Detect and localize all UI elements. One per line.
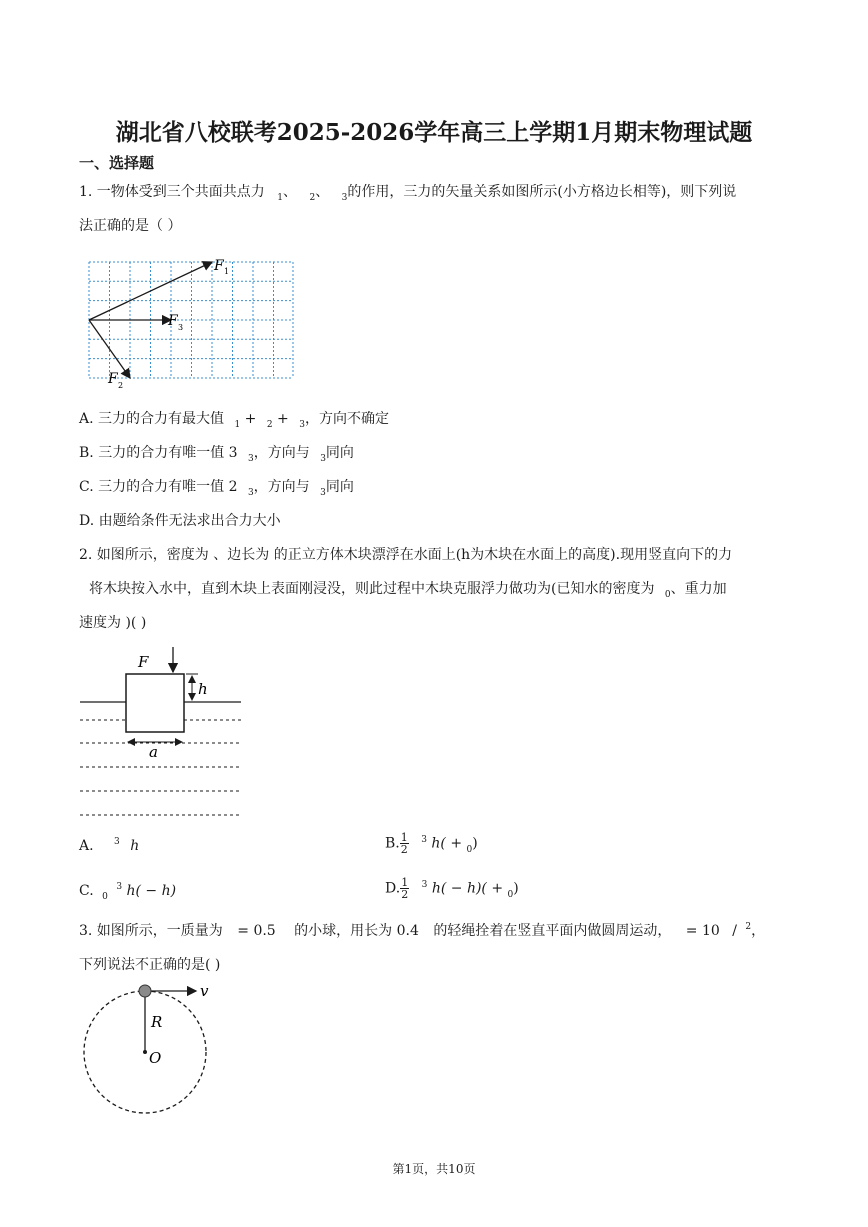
q1-opt-c-sub1: 3 bbox=[247, 488, 254, 498]
q1-opt-a-end: ，方向不确定 bbox=[304, 411, 389, 427]
q1-force-grid-figure bbox=[82, 252, 302, 394]
page-title: 湖北省八校联考2025-2026学年高三上学期1月期末物理试题 bbox=[115, 119, 753, 146]
q1-opt-b-sub2: 3 bbox=[320, 454, 326, 464]
q1-opt-a-plus1: + bbox=[244, 411, 257, 427]
f1-label-sub: 1 bbox=[224, 267, 230, 276]
q3-stem-line2: 下列说法不正确的是( ) bbox=[79, 957, 221, 973]
q2-option-a bbox=[79, 837, 139, 857]
q1-sub-3: 3 bbox=[341, 193, 348, 203]
force-f-label: F bbox=[138, 653, 149, 671]
q2-opt-d-label: D. bbox=[385, 880, 401, 897]
q2-opt-c-sub: 0 bbox=[102, 892, 108, 902]
f2-label-sub: 2 bbox=[118, 381, 124, 390]
q2-opt-c-expr: h( − h) bbox=[126, 883, 177, 899]
q1-sep-b: 、 bbox=[315, 184, 330, 200]
q1-option-b bbox=[79, 444, 354, 464]
a-label: a bbox=[149, 743, 158, 761]
q2-opt-a-label: A. bbox=[79, 838, 94, 854]
h-label: h bbox=[198, 680, 208, 698]
q3-stem-line1 bbox=[79, 922, 765, 942]
q2-opt-d-sub: 0 bbox=[507, 889, 514, 900]
q3-line1-b: = 0.5 bbox=[237, 923, 276, 939]
q2-stem-line2-text: 将木块按入水中，直到木块上表面刚浸没，则此过程中木块克服浮力做功为(已知水的密度为 bbox=[89, 581, 655, 597]
q1-opt-a-plus2: + bbox=[277, 411, 289, 427]
f2-label: F bbox=[108, 371, 118, 387]
q3-line1-e: = 10 bbox=[685, 923, 720, 939]
q2-opt-b-frac: $\frac{1}{2}$ bbox=[400, 831, 408, 856]
q3-line1-g: ， bbox=[751, 923, 766, 939]
q2-opt-b-expr: h( + bbox=[431, 835, 467, 852]
q1-opt-a-sub2: 2 bbox=[266, 420, 273, 430]
q1-option-c bbox=[79, 478, 354, 498]
q1-opt-a-sub3: 3 bbox=[299, 420, 305, 430]
q2-option-c bbox=[79, 882, 176, 902]
v-label: v bbox=[200, 982, 209, 1000]
q1-stem-line2: 法正确的是（ ） bbox=[79, 218, 182, 234]
f2-arrow bbox=[89, 320, 130, 378]
r-label: R bbox=[151, 1013, 163, 1031]
q3-line1-d: 的轻绳拴着在竖直平面内做圆周运动， bbox=[433, 923, 672, 939]
q1-sub-1: 1 bbox=[277, 193, 283, 203]
q3-line1-c: 的小球，用长为 0.4 bbox=[294, 923, 419, 939]
q2-opt-b-sup: 3 bbox=[421, 834, 427, 845]
q2-opt-c-sup: 3 bbox=[116, 882, 123, 892]
o-label: O bbox=[149, 1049, 162, 1067]
q2-option-d bbox=[385, 877, 519, 900]
q1-opt-c-sub2: 3 bbox=[320, 488, 326, 498]
q2-option-b bbox=[385, 832, 478, 855]
q1-opt-b-end: 同向 bbox=[325, 445, 354, 461]
q1-opt-c-mid: ，方向与 bbox=[253, 479, 310, 495]
ball bbox=[139, 985, 151, 997]
section-heading: 一、选择题 bbox=[79, 154, 155, 172]
q1-stem-start: 1. 一物体受到三个共面共点力 bbox=[79, 184, 265, 200]
q2-opt-b-close: ) bbox=[472, 835, 478, 852]
q2-opt-d-expr: h( − h)( + bbox=[431, 880, 508, 897]
q2-opt-d-sup: 3 bbox=[421, 879, 428, 890]
q1-sep-a: 、 bbox=[283, 184, 297, 200]
q2-floating-block-figure bbox=[78, 644, 246, 822]
q3-sup2: 2 bbox=[745, 922, 752, 932]
q2-opt-c-label: C. bbox=[79, 883, 94, 899]
q1-option-d: D. 由题给条件无法求出合力大小 bbox=[79, 513, 281, 529]
q1-opt-c-end: 同向 bbox=[325, 479, 354, 495]
q1-opt-b-mid: ，方向与 bbox=[253, 445, 310, 461]
q1-option-a bbox=[79, 410, 389, 430]
f3-label: F bbox=[168, 313, 178, 329]
q2-stem-line1: 2. 如图所示，密度为 、边长为 的正立方体木块漂浮在水面上(h为木块在水面上的高度).现用竖直向下的力 bbox=[79, 547, 733, 563]
q2-rho0-sub: 0 bbox=[664, 590, 671, 600]
f1-label: F bbox=[214, 258, 224, 274]
q1-opt-b-sub1: 3 bbox=[248, 454, 254, 464]
q2-opt-b-label: B. bbox=[385, 835, 400, 852]
q1-opt-a-pre: A. 三力的合力有最大值 bbox=[79, 411, 225, 427]
f3-label-sub: 3 bbox=[178, 323, 184, 332]
q2-stem-line2-end: 、重力加 bbox=[670, 581, 727, 597]
q1-opt-b-pre: B. 三力的合力有唯一值 3 bbox=[79, 445, 238, 461]
q3-circular-motion-figure bbox=[78, 980, 238, 1118]
q3-line1-a: 3. 如图所示，一质量为 bbox=[79, 923, 223, 939]
q1-stem-end: 的作用，三力的矢量关系如图所示(小方格边长相等)，则下列说 bbox=[347, 184, 737, 200]
q2-opt-b-sub: 0 bbox=[466, 844, 473, 855]
q1-opt-a-sub1: 1 bbox=[234, 420, 241, 430]
q1-stem-line1 bbox=[79, 183, 736, 203]
q2-stem-line3: 速度为 )( ) bbox=[79, 615, 147, 631]
page-footer: 第1页，共10页 bbox=[392, 1162, 476, 1176]
wooden-block bbox=[126, 674, 184, 732]
center-point bbox=[143, 1050, 147, 1054]
q2-opt-a-sup: 3 bbox=[114, 837, 120, 847]
water-dashed-lines bbox=[80, 720, 241, 815]
q2-stem-line2 bbox=[79, 580, 727, 600]
q1-opt-c-pre: C. 三力的合力有唯一值 2 bbox=[79, 479, 238, 495]
q2-opt-d-close: ) bbox=[513, 880, 519, 897]
q2-opt-a-h: h bbox=[130, 838, 140, 854]
q2-opt-d-frac: $\frac{1}{2}$ bbox=[401, 876, 409, 901]
q3-line1-f: / bbox=[732, 923, 737, 939]
q1-sub-2: 2 bbox=[309, 193, 316, 203]
